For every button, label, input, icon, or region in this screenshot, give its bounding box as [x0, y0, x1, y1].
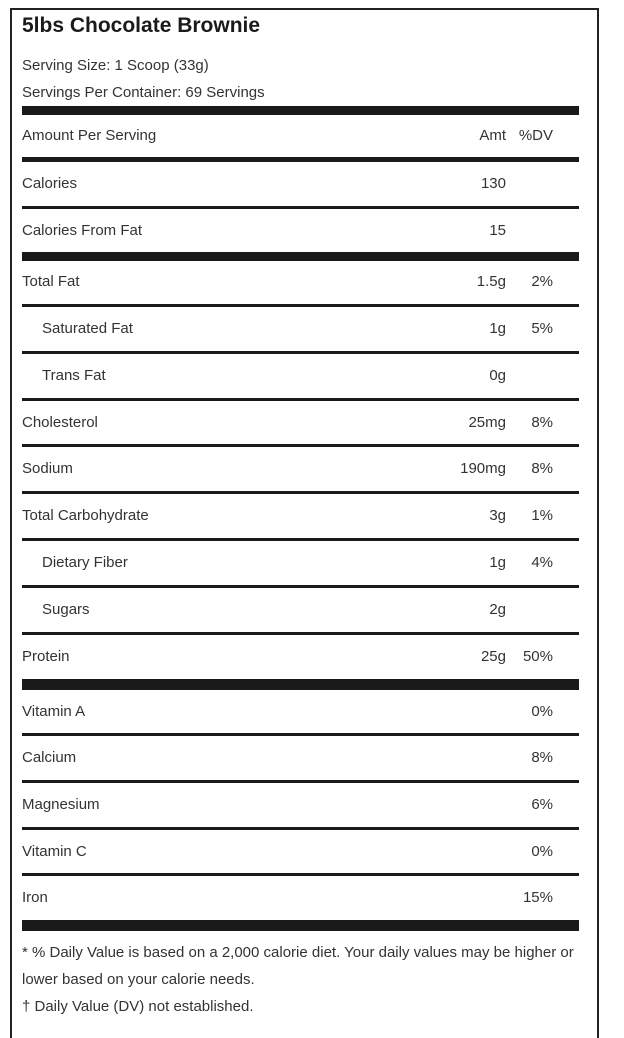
calories-from-fat-row: [22, 222, 579, 246]
medium-divider: [22, 157, 579, 162]
vitamin-label: Vitamin C: [22, 843, 87, 860]
nutrient-label: Cholesterol: [22, 414, 98, 431]
vitamin-dv: 8%: [531, 749, 553, 766]
thick-divider: [22, 679, 579, 690]
nutrient-label: Sodium: [22, 460, 73, 477]
row-divider: [22, 398, 579, 401]
dv-column-header: %DV: [518, 127, 553, 144]
nutrient-amount: 1.5g: [476, 273, 506, 290]
row-divider: [22, 827, 579, 830]
nutrient-amount: 25mg: [468, 414, 506, 431]
nutrient-dv: 8%: [531, 460, 553, 477]
calories-label: Calories: [22, 175, 78, 192]
row-divider: [22, 632, 579, 635]
nutrient-amount: 190mg: [460, 460, 506, 477]
nutrient-label: Trans Fat: [42, 367, 106, 384]
row-divider: [22, 873, 579, 876]
nutrient-dv: 2%: [531, 273, 553, 290]
nutrient-row-total-carbohydrate: [22, 507, 579, 531]
vitamin-label: Iron: [22, 889, 48, 906]
servings-per-container: Servings Per Container: 69 Servings: [22, 84, 265, 101]
nutrient-row-total-fat: [22, 273, 579, 297]
amount-per-serving-label: Amount Per Serving: [22, 127, 157, 144]
calories-from-fat-amount: 15: [489, 222, 506, 239]
nutrient-dv: 50%: [522, 648, 553, 665]
thick-divider: [22, 920, 579, 931]
vitamin-row-magnesium: [22, 796, 579, 820]
nutrient-row-cholesterol: [22, 414, 579, 438]
row-divider: [22, 538, 579, 541]
calories-from-fat-label: Calories From Fat: [22, 222, 143, 239]
row-divider: [22, 351, 579, 354]
nutrient-label: Sugars: [42, 601, 90, 618]
row-divider: [22, 206, 579, 209]
row-divider: [22, 491, 579, 494]
nutrient-row-dietary-fiber: [22, 554, 579, 578]
nutrient-amount: 0g: [489, 367, 506, 384]
row-divider: [22, 304, 579, 307]
vitamin-label: Vitamin A: [22, 703, 86, 720]
vitamin-row-iron: [22, 889, 579, 913]
nutrient-amount: 1g: [489, 554, 506, 571]
nutrient-dv: 1%: [531, 507, 553, 524]
vitamin-row-vitamin-c: [22, 843, 579, 867]
daily-value-footnote: * % Daily Value is based on a 2,000 calorie diet. Your daily values may be higher or lower based on your calorie needs.: [22, 944, 574, 988]
amt-column-header: Amt: [479, 127, 506, 144]
nutrient-row-saturated-fat: [22, 320, 579, 344]
nutrient-amount: 25g: [480, 648, 506, 665]
nutrient-row-sodium: [22, 460, 579, 484]
column-header-row: [22, 127, 579, 151]
serving-size: Serving Size: 1 Scoop (33g): [22, 57, 209, 74]
vitamin-row-vitamin-a: [22, 703, 579, 727]
nutrient-amount: 2g: [489, 601, 506, 618]
nutrient-label: Saturated Fat: [42, 320, 133, 337]
row-divider: [22, 444, 579, 447]
vitamin-row-calcium: [22, 749, 579, 773]
vitamin-dv: 0%: [531, 843, 553, 860]
nutrient-dv: 8%: [531, 414, 553, 431]
vitamin-label: Magnesium: [22, 796, 100, 813]
nutrient-amount: 1g: [489, 320, 506, 337]
product-title: 5lbs Chocolate Brownie: [22, 14, 261, 37]
thick-divider: [22, 252, 579, 261]
nutrient-dv: 5%: [531, 320, 553, 337]
vitamin-dv: 0%: [531, 703, 553, 720]
nutrient-row-protein: [22, 648, 579, 672]
nutrient-label: Protein: [22, 648, 70, 665]
row-divider: [22, 780, 579, 783]
thick-divider: [22, 106, 579, 115]
nutrient-label: Total Carbohydrate: [22, 507, 149, 524]
nutrient-label: Total Fat: [22, 273, 80, 290]
vitamin-dv: 6%: [531, 796, 553, 813]
row-divider: [22, 585, 579, 588]
nutrient-row-sugars: [22, 601, 579, 625]
nutrient-row-trans-fat: [22, 367, 579, 391]
nutrient-amount: 3g: [489, 507, 506, 524]
vitamin-dv: 15%: [522, 889, 553, 906]
vitamin-label: Calcium: [22, 749, 77, 766]
nutrient-dv: 4%: [531, 554, 553, 571]
row-divider: [22, 733, 579, 736]
nutrient-label: Dietary Fiber: [42, 554, 128, 571]
calories-row: [22, 175, 579, 199]
dv-not-established-footnote: † Daily Value (DV) not established.: [22, 998, 254, 1015]
calories-amount: 130: [480, 175, 506, 192]
